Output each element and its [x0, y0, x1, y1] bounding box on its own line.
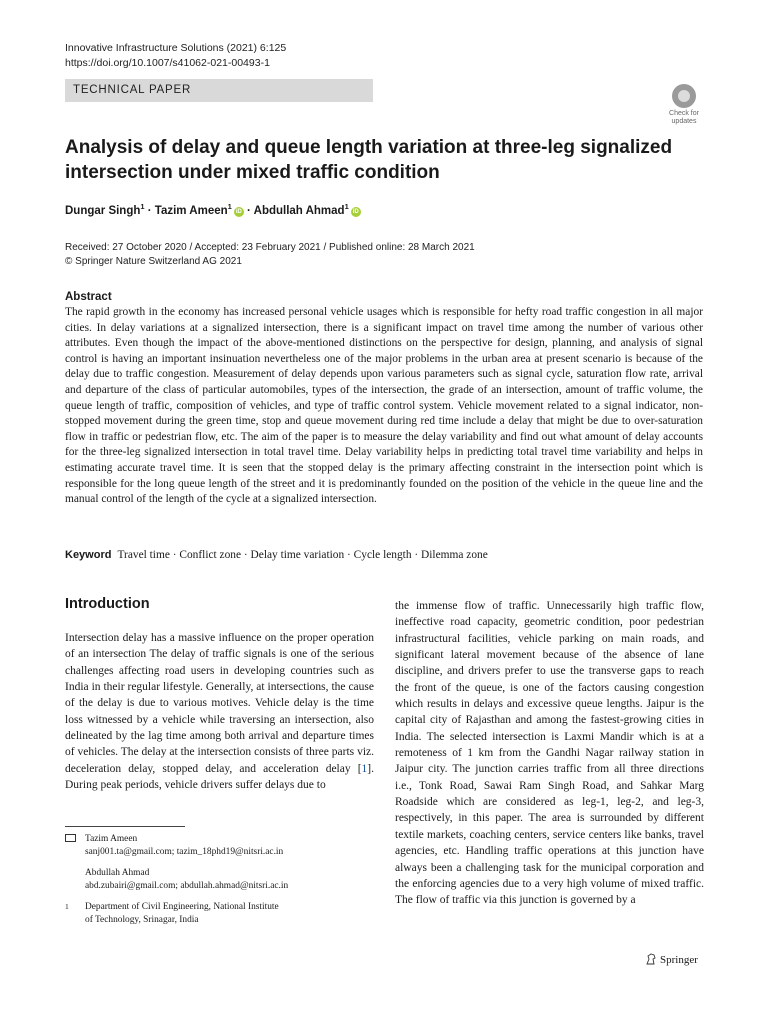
affiliation-line: of Technology, Srinagar, India [85, 914, 199, 925]
corresponding-author [65, 867, 374, 892]
crossmark-label: Check for updates [669, 110, 699, 125]
affiliation-number: 1 [65, 902, 69, 912]
corresponding-author-name: Tazim Ameen [85, 834, 138, 844]
abstract-text: The rapid growth in the economy has increased personal vehicle usages which is responsible for hefty road traffic congestion in all major cities. In delay variations at a signalized intersection, there is a significant impact on travel time among the number of various other attributes. Even though the impact of the above-mentioned distinctions on the perspective for design, planning, and analysis of signal control is having an important insinuation nevertheless one of the major problems in the urban area at present scenario is because of the delay due to traffic congestion. Measurement of delay depends upon various parameters such as signal cycle, saturation flow rate, arrival and departure of the class of particular automobiles, types of the intersection, the grade of an intersection, amount of traffic volume, the queue length of traffic, composition of vehicles, and type of traffic control system. Vehicle movement related to a signal indicator, non-stopped movement during the green time, stop and queue movement during red time include a delay that might be due to over-saturation flow in traffic or pedestrian flow, etc. The aim of the paper is to measure the delay variability and find out what amount of delay accounts for the three-leg signalized intersection in total travel time. Delay variability helps in predicting total travel time variability and helps in estimating accurate travel time. It is seen that the stopped delay is the primary affecting constraint in the intersection point which is responsible for the long queue length of the street and it is predominantly founded on the position of the vehicle in the queue line and the manual control of the length of the cycle at a signalized intersection. [65, 306, 703, 506]
crossmark-icon [672, 84, 696, 108]
paper-title: Analysis of delay and queue length variation at three-leg signalized intersection under mixed traffic condition [65, 137, 673, 183]
section-heading-introduction: Introduction [65, 596, 150, 612]
body-column-right: the immense flow of traffic. Unnecessarily high traffic flow, ineffective road capacity, geometric condition, poor pedestrian infrastructural facilities, vehicle parking on main roads, and significant lateral movement because of the absence of lane discipline, and drivers prefer to use the transverse gaps to reach the front of the queue, is one of the factors causing congestion which results in delays and excessive queue lengths. Jaipur is the capital city of Rajasthan and among the fastest-growing cities in India. The selected intersection is Laxmi Mandir which is at a remoteness of 1 km from the Gandhi Nagar railway station in Jaipur city. The junction carries traffic from all three directions i.e., Tonk Road, Sawai Ram Singh Road, and Sahkar Marg Roadside which are considered as leg-1, leg-2, and leg-3, respectively, in this paper. The area is surrounded by different textile markets, coaching centers, service centers like banks, travel agencies, etc. Handling traffic operations at this junction have always been a challenging task for the municipal corporation and the enforcing agencies due to a very high volume of mixed traffic. The flow of traffic via this junction is governed by a [395, 600, 704, 907]
corresponding-author [65, 833, 374, 858]
keywords-list: Travel time · Conflict zone · Delay time variation · Cycle length · Dilemma zone [117, 549, 488, 561]
orcid-icon[interactable]: iD [352, 208, 359, 215]
springer-horse-icon [645, 953, 657, 965]
author-affiliation-mark: 1 [227, 202, 232, 211]
author-name: Dungar Singh [65, 204, 141, 217]
body-column-left [65, 630, 374, 793]
copyright-line: © Springer Nature Switzerland AG 2021 [65, 256, 242, 267]
paragraph-text: Intersection delay has a massive influence on the proper operation of an intersection The delay of traffic signals is one of the serious challenges affecting road users in developing countries such as India in their regular lifestyle. Generally, at intersections, the cause of the delay is due to various motives. Vehicle delay is the time loss witnessed by a vehicle while traversing an intersection, also delineated by the lag time among both arrival and departure times of vehicles. The delay at the intersection consists of three parts viz. deceleration delay, stopped delay, and acceleration delay [ [65, 632, 374, 775]
affiliation [65, 901, 374, 926]
author-affiliation-mark: 1 [140, 202, 145, 211]
corresponding-author-email[interactable]: sanj001.ta@gmail.com; tazim_18phd19@nitsri.ac.in [85, 846, 284, 857]
corresponding-author-name: Abdullah Ahmad [85, 868, 150, 879]
author-list: Dungar Singh$^1$ · Tazim Ameen$^1$iD · Abdullah Ahmad$^1$iD [65, 202, 359, 217]
doi-link[interactable]: https://doi.org/10.1007/s41062-021-00493-1 [65, 57, 270, 69]
orcid-icon[interactable]: iD [235, 208, 242, 215]
author-name: Abdullah Ahmad [253, 204, 345, 217]
footnotes [65, 833, 374, 927]
footnote-divider [65, 826, 185, 827]
abstract-heading: Abstract [65, 291, 112, 303]
author-name: Tazim Ameen [154, 204, 228, 217]
envelope-icon [65, 834, 76, 842]
article-type-label: TECHNICAL PAPER [73, 84, 192, 96]
keywords [65, 549, 705, 561]
keywords-label: Keyword [65, 549, 112, 561]
publisher-name: Springer [660, 954, 698, 966]
check-for-updates-badge[interactable] [666, 84, 702, 124]
corresponding-author-email[interactable]: abd.zubairi@gmail.com; abdullah.ahmad@nitsri.ac.in [85, 880, 289, 891]
article-type-bar [65, 79, 373, 102]
article-history [65, 241, 475, 269]
received-accepted-dates: Received: 27 October 2020 / Accepted: 23 February 2021 / Published online: 28 March 2021 [65, 242, 475, 253]
journal-info [65, 41, 286, 71]
paragraph-text: ]. During peak periods, vehicle drivers suffer delays due to [65, 762, 374, 792]
affiliation-line: Department of Civil Engineering, National Institute [85, 902, 279, 913]
publisher-logo [645, 953, 698, 966]
citation-link[interactable]: 1 [361, 762, 368, 775]
author-affiliation-mark: 1 [344, 202, 349, 211]
journal-citation: Innovative Infrastructure Solutions (2021) 6:125 [65, 42, 287, 54]
